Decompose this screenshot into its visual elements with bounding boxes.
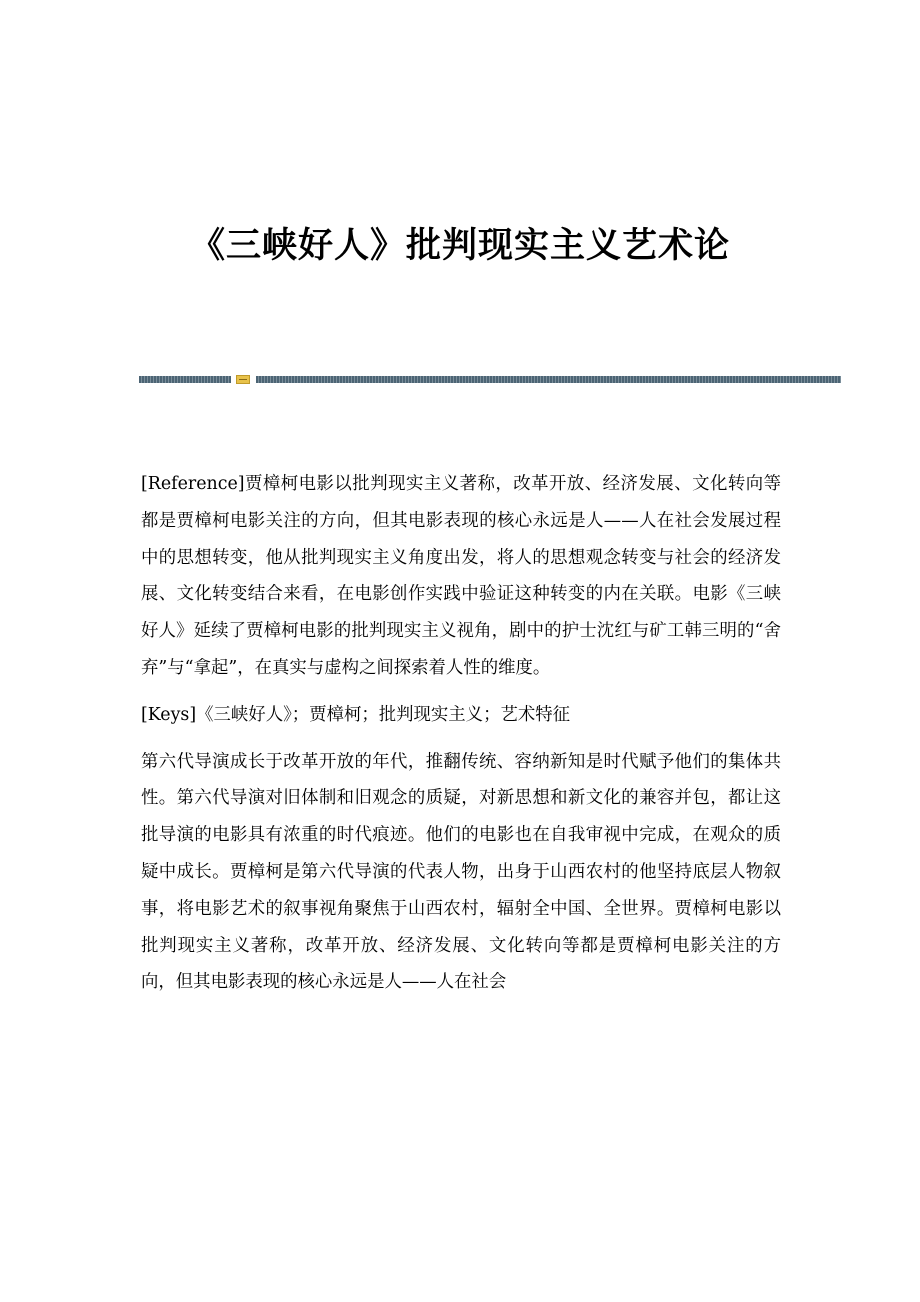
divider-bar-right bbox=[256, 376, 841, 383]
document-body bbox=[141, 466, 781, 1011]
keywords-paragraph: [Keys]《三峡好人》；贾樟柯；批判现实主义；艺术特征 bbox=[141, 704, 571, 725]
document-title: 《三峡好人》批判现实主义艺术论 bbox=[189, 226, 730, 266]
divider-emblem-icon bbox=[236, 375, 250, 384]
reference-paragraph: [Reference]贾樟柯电影以批判现实主义著称，改革开放、经济发展、文化转向等都是贾樟柯电影关注的方向，但其电影表现的核心永远是人——人在社会发展过程中的思想转变，他从批判现实主义角度出发，将人的思想观念转变与社会的经济发展、文化转变结合来看，在电影创作实践中验证这种转变的内在关联。电影《三峡好人》延续了贾樟柯电影的批判现实主义视角，剧中的护士沈红与矿工韩三明的“舍弃”与“拿起”，在真实与虚构之间探索着人性的维度。 bbox=[141, 474, 781, 678]
divider-bar-left bbox=[139, 376, 231, 383]
body-paragraph: 第六代导演成长于改革开放的年代，推翻传统、容纳新知是时代赋予他们的集体共性。第六代导演对旧体制和旧观念的质疑，对新思想和新文化的兼容并包，都让这批导演的电影具有浓重的时代痕迹。他们的电影也在自我审视中完成，在观众的质疑中成长。贾樟柯是第六代导演的代表人物，出身于山西农村的他坚持底层人物叙事，将电影艺术的叙事视角聚焦于山西农村，辐射全中国、全世界。贾樟柯电影以批判现实主义著称，改革开放、经济发展、文化转向等都是贾樟柯电影关注的方向，但其电影表现的核心永远是人——人在社会 bbox=[141, 751, 781, 993]
title-divider bbox=[139, 375, 841, 384]
